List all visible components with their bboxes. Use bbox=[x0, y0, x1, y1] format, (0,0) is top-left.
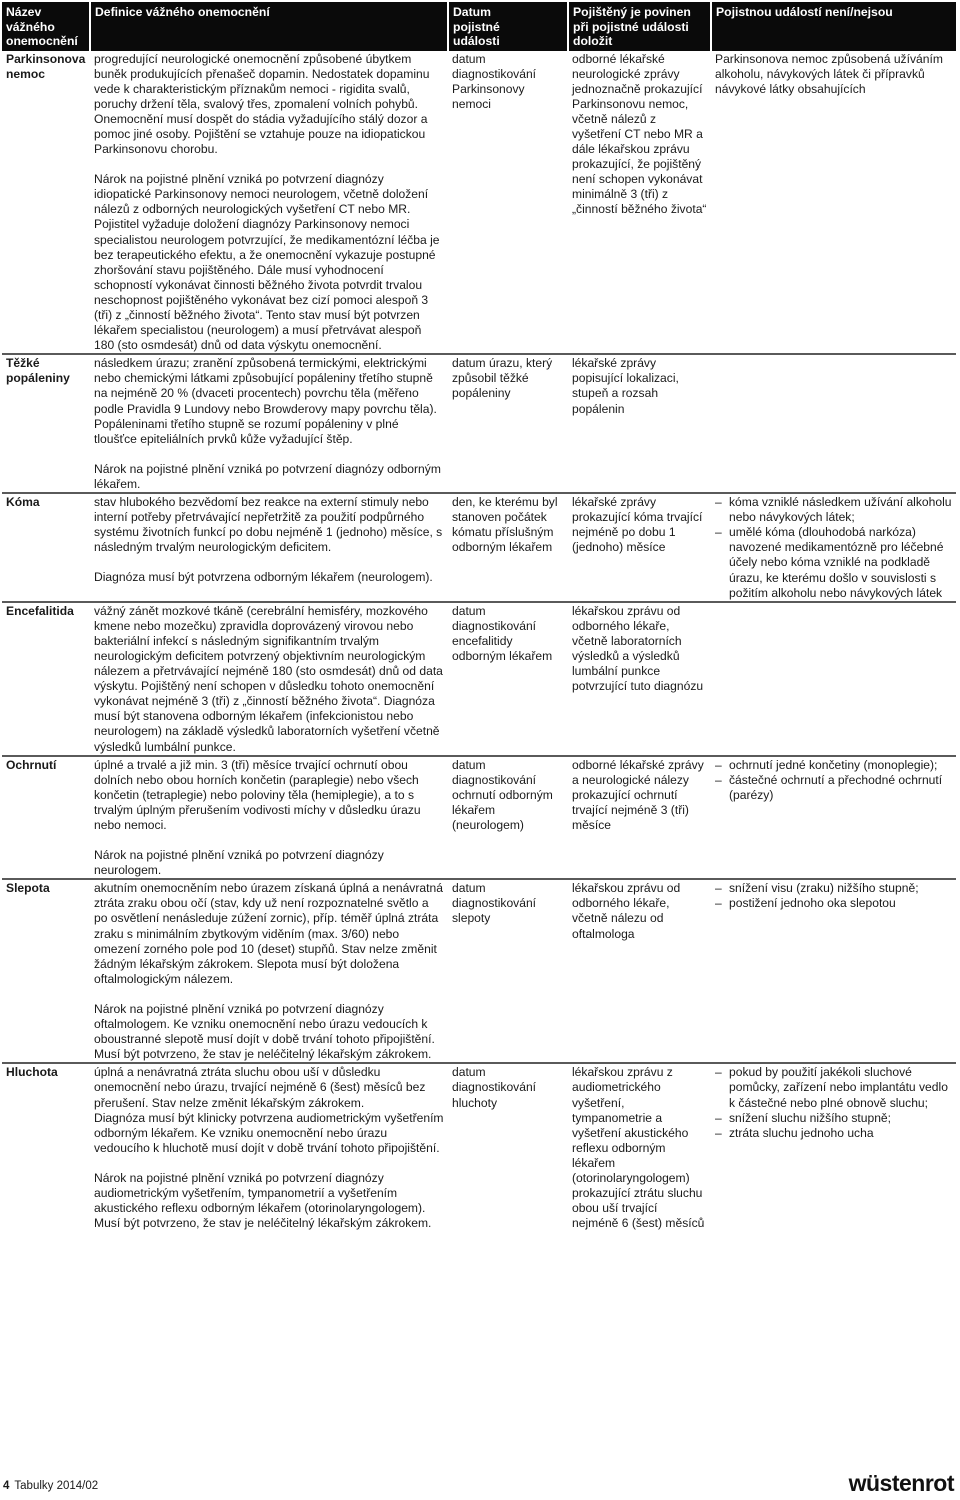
illness-definition bbox=[90, 879, 448, 1063]
table-row bbox=[2, 602, 956, 756]
header-exclusions: Pojistnou událostí není/nejsou bbox=[711, 2, 956, 51]
header-illness-name: Název vážného onemocnění bbox=[2, 2, 90, 51]
table-row bbox=[2, 879, 956, 1063]
page-number: 4 bbox=[3, 1480, 10, 1492]
required-proof: lékařskou zprávu od odborného lékaře, včetně nálezu od oftalmologa bbox=[568, 879, 711, 1063]
exclusion-list bbox=[715, 1065, 952, 1140]
exclusion-list bbox=[715, 881, 952, 911]
required-proof: lékařskou zprávu z audiometrického vyšetření, tympanometrie a vyšetření akustického reflexu odborným lékařem (otorinolaryngologem) prokazující ztrátu sluchu obou uší trvající nejméně 6 (šest) měsíců bbox=[568, 1063, 711, 1231]
header-required-proof: Pojištěný je povinen při pojistné události doložit bbox=[568, 2, 711, 51]
exclusion-item: – postižení jednoho oka slepotou bbox=[715, 896, 952, 911]
required-proof: lékařské zprávy prokazující kóma trvající nejméně po dobu 1 (jednoho) měsíce bbox=[568, 493, 711, 602]
definition-paragraph: Nárok na pojistné plnění vzniká po potvrzení diagnózy audiometrickým vyšetřením, tympanometrií a vyšetřením akustického reflexu odborným lékařem (otorinolaryngologem). Musí být potvrzeno, že stav je neléčitelný lékařským zákrokem. bbox=[94, 1170, 432, 1231]
required-proof: odborné lékařské zprávy a neurologické nálezy prokazující ochrnutí trvající nejméně 3 (tři) měsíce bbox=[568, 756, 711, 880]
exclusion-item: – pokud by použití jakékoli sluchové pomůcky, zařízení nebo implantátu vedlo k částečné nebo plné obnově sluchu; bbox=[715, 1065, 952, 1110]
exclusion-list bbox=[715, 758, 952, 803]
required-proof: odborné lékařské neurologické zprávy jednoznačně prokazující Parkinsonovu nemoc, včetně nálezů z vyšetření CT nebo MR a dále lékařskou zprávu prokazující, že pojištěný není schopen vykonávat minimálně 3 (tři) z „činností běžného života“ bbox=[572, 51, 707, 217]
wustenrot-logo: wüstenrot bbox=[848, 1470, 954, 1496]
required-proof: lékařské zprávy popisující lokalizaci, stupeň a rozsah popálenin bbox=[568, 354, 711, 493]
header-event-date: Datum pojistné události bbox=[448, 2, 568, 51]
definition-paragraph: úplné a trvalé a již min. 3 (tři) měsíce trvající ochrnutí obou dolních nebo obou horních končetin (paraplegie) nebo všech končetin (tetraplegie) nebo poloviny těla (hemiplegie), a to s trvalým úplným přerušením vodivosti míchy v důsledku úrazu nebo nemoci. bbox=[94, 757, 421, 832]
exclusion-item: – umělé kóma (dlouhodobá narkóza) navozené medikamentózně pro léčebné účely nebo kóma vzniklé na podkladě úrazu, ke kterému došlo v souvislosti s požitím alkoholu nebo návykových látek bbox=[715, 525, 952, 600]
event-date: datum úrazu, který způsobil těžké popáleniny bbox=[448, 354, 568, 493]
event-date: datum diagnostikování ochrnutí odborným lékařem (neurologem) bbox=[448, 756, 568, 880]
definition-paragraph: Nárok na pojistné plnění vzniká po potvrzení diagnózy odborným lékařem. bbox=[94, 461, 441, 491]
exclusions bbox=[711, 51, 956, 355]
event-date: den, ke kterému byl stanoven počátek kómatu příslušným odborným lékařem bbox=[448, 493, 568, 602]
definition-paragraph: progredující neurologické onemocnění způsobené úbytkem buněk produkujících přenašeč dopamin. Nedostatek dopaminu vede k charakteristickým příznakům nemoci - rigidita svalů, poruchy držení těla, svalový třes, zpomalení volních pohybů. Onemocnění musí dospět do stádia vyžadujícího stálý dozor a pomoc jiné osoby. Pojištění se vztahuje pouze na idiopatickou Parkinsonovu chorobu. bbox=[94, 51, 430, 157]
illness-name: Hluchota bbox=[2, 1063, 90, 1231]
table-body bbox=[2, 51, 956, 1232]
illness-definition bbox=[90, 493, 448, 602]
event-date: datum diagnostikování encefalitidy odborným lékařem bbox=[448, 602, 568, 756]
exclusion-item: – snížení visu (zraku) nižšího stupně; bbox=[715, 881, 952, 896]
illness-definition bbox=[90, 602, 448, 756]
table-row bbox=[2, 756, 956, 880]
illness-definition bbox=[90, 1063, 448, 1231]
definition-paragraph: stav hlubokého bezvědomí bez reakce na externí stimuly nebo interní potřeby přetrvávající nepřetržitě za použití podpůrného systému životních funkcí po dobu nejméně 1 (jednoho) měsíce, s následným trvalým neurologickým deficitem. bbox=[94, 495, 443, 555]
exclusions bbox=[711, 879, 956, 1063]
illness-name: Slepota bbox=[2, 879, 90, 1063]
definition-paragraph: následkem úrazu; zranění způsobená termickými, elektrickými nebo chemickými látkami způsobující popáleniny třetího stupně na nejméně 20 % (dvaceti procentech) povrchu těla (měřeno podle Pravidla 9 Lundovy nebo Browderovy mapy povrchu těla). Popáleninami třetího stupně se rozumí popáleniny v plné tloušťce epiteliálních prvků kůže vyžadující štěp. bbox=[94, 356, 437, 446]
exclusions bbox=[711, 756, 956, 880]
exclusions bbox=[711, 1063, 956, 1231]
definition-paragraph: Nárok na pojistné plnění vzniká po potvrzení diagnózy neurologem. bbox=[94, 848, 384, 878]
table-row bbox=[2, 51, 956, 355]
exclusion-item: – částečné ochrnutí a přechodné ochrnutí (parézy) bbox=[715, 773, 952, 803]
exclusion-text: Parkinsonova nemoc způsobená užíváním alkoholu, návykových látek či přípravků návykové látky obsahujících bbox=[715, 51, 943, 96]
required-proof: lékařskou zprávu od odborného lékaře, včetně laboratorních výsledků a výsledků lumbální punkce potvrzující tuto diagnózu bbox=[568, 602, 711, 756]
illness-name: Kóma bbox=[2, 493, 90, 602]
exclusion-item: – ztráta sluchu jednoho ucha bbox=[715, 1126, 952, 1141]
illness-name: Parkinsonova nemoc bbox=[6, 51, 86, 81]
illness-name: Encefalitida bbox=[2, 602, 90, 756]
footer-title: Tabulky 2014/02 bbox=[14, 1480, 99, 1492]
event-date: datum diagnostikování slepoty bbox=[448, 879, 568, 1063]
definition-paragraph: vážný zánět mozkové tkáně (cerebrální hemisféry, mozkového kmene nebo mozečku) zpravidla doprovázený virovou nebo bakteriální infekcí s následným signifikantním trvalým neurologickým deficitem potvrzený objektivním neurologickým nálezem a přetrvávající nejméně 180 (sto osmdesát) dnů od data výskytu. Pojištěný není schopen v důsledku tohoto onemocnění vykonávat nejméně 3 (tři) z „činností běžného života“. Diagnóza musí být stanovena odborným lékařem (infekcionistou nebo neurologem) na základě výsledků laboratorních vyšetření včetně výsledků lumbální punkce. bbox=[94, 603, 443, 754]
definition-paragraph: Nárok na pojistné plnění vzniká po potvrzení diagnózy oftalmologem. Ke vzniku onemocnění nebo úrazu vedoucích k oboustranné slepotě musí dojít v době trvání tohoto připojištění. Musí být potvrzeno, že stav je neléčitelný lékařským zákrokem. bbox=[94, 1001, 435, 1062]
illness-name: Ochrnutí bbox=[2, 756, 90, 880]
illness-definition bbox=[90, 354, 448, 493]
exclusion-item: – ochrnutí jedné končetiny (monoplegie); bbox=[715, 758, 952, 773]
illness-name: Těžké popáleniny bbox=[2, 354, 90, 493]
exclusion-item: – kóma vzniklé následkem užívání alkoholu nebo návykových látek; bbox=[715, 495, 952, 525]
event-date: datum diagnostikování Parkinsonovy nemoci bbox=[452, 51, 537, 111]
table-row bbox=[2, 1063, 956, 1231]
illness-definition bbox=[90, 51, 448, 355]
page-footer bbox=[3, 1480, 98, 1492]
exclusion-list bbox=[715, 495, 952, 601]
event-date: datum diagnostikování hluchoty bbox=[448, 1063, 568, 1231]
exclusions bbox=[711, 602, 956, 756]
critical-illness-table bbox=[2, 2, 956, 1231]
definition-paragraph: akutním onemocněním nebo úrazem získaná úplná a nenávratná ztráta zraku obou očí (stav, kdy už není rozpoznatelné světlo a po osvětlení nenásleduje zúžení zornic), příp. téměř úplná ztráta zraku s minimálním zbytkovým viděním (max. 3/60) nebo omezení zorného pole pod 10 (deset) stupňů. Stav nelze změnit žádným lékařským zákrokem. Slepota musí být doložena oftalmologickým nálezem. bbox=[94, 881, 443, 986]
exclusion-item: – snížení sluchu nižšího stupně; bbox=[715, 1111, 952, 1126]
illness-definition bbox=[90, 756, 448, 880]
header-definition: Definice vážného onemocnění bbox=[90, 2, 448, 51]
exclusions bbox=[711, 354, 956, 493]
definition-paragraph: úplná a nenávratná ztráta sluchu obou uší v důsledku onemocnění nebo úrazu, trvající nejméně 6 (šest) měsíců bez přerušení. Stav nelze změnit lékařským zákrokem. Diagnóza musí být klinicky potvrzena audiometrickým vyšetřením odborným lékařem. Ke vzniku onemocnění nebo úrazu vedoucího k hluchotě musí dojít v době trvání tohoto připojištění. bbox=[94, 1065, 444, 1155]
table-header-row bbox=[2, 2, 956, 51]
table-row bbox=[2, 493, 956, 602]
table-row bbox=[2, 354, 956, 493]
exclusions bbox=[711, 493, 956, 602]
definition-paragraph: Diagnóza musí být potvrzena odborným lékařem (neurologem). bbox=[94, 570, 433, 585]
definition-paragraph: Nárok na pojistné plnění vzniká po potvrzení diagnózy idiopatické Parkinsonovy nemoci neurologem, včetně doložení nálezů z odborných neurologických vyšetření CT nebo MR. Pojistitel vyžaduje doložení diagnózy Parkinsonovy nemoci specialistou neurologem potvrzující, že medikamentózní léčba je bez terapeutického efektu, a že onemocnění vykazuje postupné zhoršování stavu pojištěného. Dále musí vyhodnocení schopností vykonávat činnosti běžného života potvrdit trvalou neschopnost pojištěného vykonávat bez cizí pomoci alespoň 3 (tři) z „činností běžného života“. Tento stav musí být potvrzen lékařem specialistou (neurologem) a musí přetrvávat alespoň 180 (sto osmdesát) dnů od data výskytu onemocnění. bbox=[94, 172, 440, 353]
